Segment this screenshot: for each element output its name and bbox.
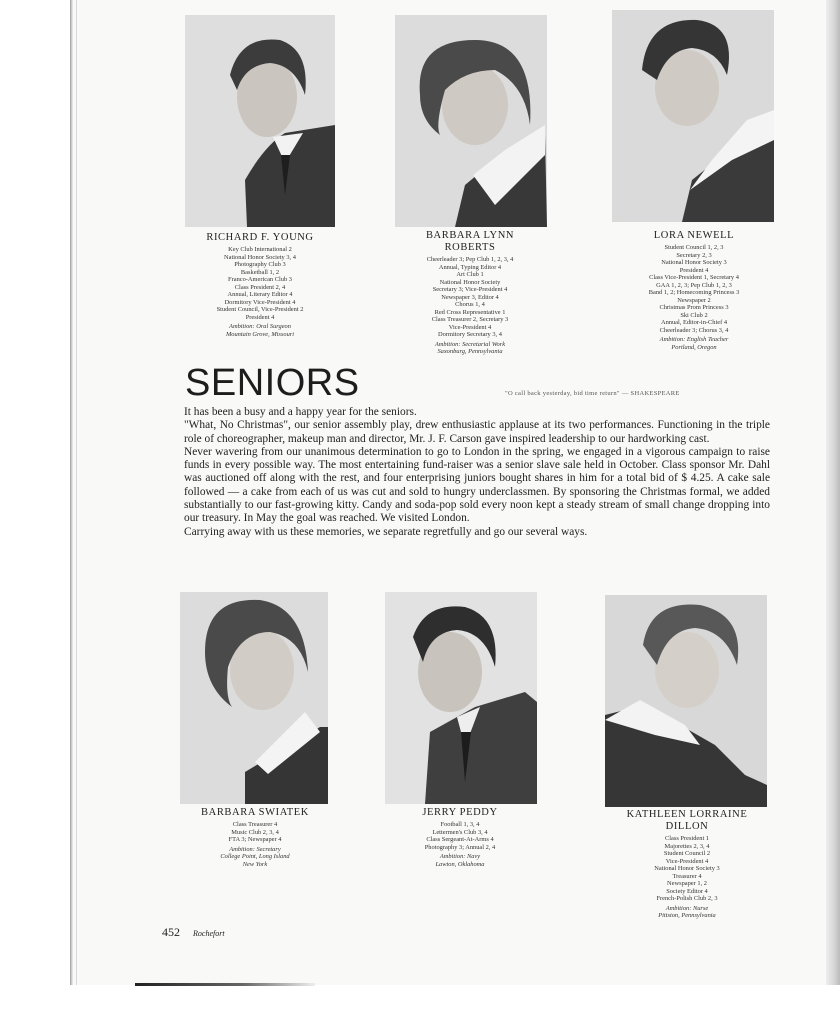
section-title: SENIORS (185, 362, 360, 404)
yearbook-name: Rochefort (193, 929, 225, 938)
activity: Class Sergeant-At-Arms 4 (426, 836, 494, 843)
ambition: Ambition: Secretary (229, 845, 281, 853)
activity: Class Treasurer 2, Secretary 3 (431, 316, 509, 323)
shakespeare-quote: "O call back yesterday, bid time return" — SHAKESPEARE (505, 390, 680, 397)
page-right-edge (826, 0, 840, 985)
activity: National Honor Society (439, 278, 501, 286)
activity: Ski Club 2 (680, 311, 708, 319)
page-folio (162, 925, 225, 940)
page-binding-line (76, 0, 77, 985)
activity: President 4 (679, 266, 709, 274)
page-number: 452 (162, 925, 180, 939)
activity: Dormitory Secretary 3, 4 (438, 331, 502, 338)
activity: Cheerleader 3; Pep Club 1, 2, 3, 4 (426, 256, 514, 263)
activity: Vice-President 4 (448, 323, 492, 331)
senior-name: RICHARD F. YOUNG (206, 232, 314, 243)
hometown: College Point, Long Island (220, 853, 290, 860)
portrait-barbara-roberts (395, 15, 547, 227)
ambition: Ambition: Secretarial Work (434, 340, 506, 348)
activity: Franco-American Club 3 (228, 276, 292, 283)
activity: Student Council 1, 2, 3 (664, 244, 724, 251)
activity: FTA 3; Newspaper 4 (228, 836, 282, 843)
senior-name: JERRY PEDDY (422, 807, 498, 818)
activity: Newspaper 3, Editor 4 (441, 293, 499, 301)
portrait-barbara-swiatek (180, 592, 328, 804)
body-paragraph: Never wavering from our unanimous determination to go to London in the spring, we engaged in a vigorous campaign to raise funds in every possible way. The most entertaining fund-raiser was a senior slave sale held in October. Class sponsor Mr. Dahl was auctioned off along with the rest, and four enterprising juniors bought shares in him for a total bid of $ 4.25. A cake sale followed — a cake from each of us was cut and sold to hungry underclassmen. By sponsoring the Christmas formal, we added substantially to our fast-growing kitty. Candy and soda-pop sold every noon kept a steady stream of small change dropping into our treasury. In May the goal was reached. We visited London. (184, 445, 770, 525)
activity: Key Club International 2 (228, 246, 292, 253)
activity: Secretary 2, 3 (676, 251, 712, 259)
body-text (184, 406, 770, 539)
hometown-state: New York (242, 860, 268, 868)
activity: National Honor Society 3 (661, 259, 727, 266)
activity: Christmas Prom Princess 3 (659, 304, 729, 311)
senior-name: LORA NEWELL (653, 230, 735, 241)
activity: Football 1, 3, 4 (440, 821, 480, 828)
activity: Class President 2, 4 (234, 283, 286, 291)
senior-name: BARBARA SWIATEK (201, 807, 309, 818)
activity: National Honor Society 3, 4 (224, 253, 296, 261)
senior-caption (603, 809, 771, 920)
body-paragraph: It has been a busy and a happy year for the seniors. (184, 406, 417, 418)
hometown: Portland, Oregon (671, 343, 717, 351)
hometown: Saxonburg, Pennsylvania (437, 348, 503, 355)
senior-name: BARBARA LYNN ROBERTS (425, 230, 515, 253)
activity: GAA 1, 2, 3; Pep Club 1, 2, 3 (656, 281, 732, 289)
activity: Vice-President 4 (665, 857, 709, 865)
body-paragraph: "What, No Christmas", our senior assembly play, drew enthusiastic applause at its two performances. Functioning in the triple role of choreographer, makeup man and director, Mr. J. F. Carson gave inspired leadership to our hardworking cast. (184, 419, 770, 445)
activity: Student Council 2 (663, 850, 711, 857)
activity: Class Vice-President 1, Secretary 4 (649, 274, 739, 281)
activity: Newspaper 1, 2 (667, 880, 707, 887)
activity: Annual, Literary Editor 4 (227, 291, 293, 298)
senior-caption (385, 807, 535, 868)
activity: Newspaper 2 (677, 296, 711, 304)
activity: Photography Club 3 (234, 261, 286, 268)
activity: Red Cross Representative 1 (434, 308, 506, 316)
activity: President 4 (245, 313, 275, 321)
activity: National Honor Society 3 (654, 865, 720, 872)
activity: French-Polish Club 2, 3 (656, 895, 718, 902)
portrait-kathleen-dillon (605, 595, 767, 807)
activity: Treasurer 4 (672, 872, 702, 880)
portrait-jerry-peddy (385, 592, 537, 804)
activity: Class President 1 (664, 835, 710, 842)
hometown: Lawton, Oklahoma (435, 860, 485, 868)
senior-caption (180, 807, 330, 868)
hometown: Mountain Grove, Missouri (225, 330, 295, 338)
activity: Lettermen's Club 3, 4 (432, 828, 488, 836)
portrait-richard-young (185, 15, 335, 227)
activity: Chorus 1, 4 (455, 301, 485, 308)
activity: Music Club 2, 3, 4 (231, 828, 279, 836)
ambition: Ambition: Oral Surgeon (229, 323, 291, 330)
senior-caption (610, 230, 778, 351)
activity: Basketball 1, 2 (240, 268, 280, 276)
activity: Student Council, Vice-President 2 (216, 306, 304, 313)
body-paragraph: Carrying away with us these memories, we separate regretfully and go our several ways. (184, 525, 588, 538)
activity: Dormitory Vice-President 4 (224, 298, 296, 306)
senior-caption (395, 230, 545, 356)
activity: Annual, Typing Editor 4 (438, 263, 502, 271)
page-binding-edge (70, 0, 73, 985)
activity: Photography 3; Annual 2, 4 (424, 843, 496, 851)
activity: Band 1, 2; Homecoming Princess 3 (648, 289, 740, 296)
ambition: Ambition: Navy (439, 853, 481, 860)
activity: Cheerleader 3; Chorus 3, 4 (659, 326, 729, 334)
ambition: Ambition: Nurse (665, 904, 709, 912)
ambition: Ambition: English Teacher (659, 336, 729, 343)
hometown: Pittston, Pennsylvania (658, 912, 716, 919)
activity: Secretary 3; Vice-President 4 (432, 286, 508, 293)
portrait-lora-newell (612, 10, 774, 222)
senior-name: KATHLEEN LORRAINE DILLON (626, 809, 748, 832)
activity: Class Treasurer 4 (232, 821, 278, 828)
activity: Annual, Editor-in-Chief 4 (660, 319, 728, 326)
senior-caption (185, 232, 335, 338)
activity: Society Editor 4 (666, 887, 708, 895)
activity: Art Club 1 (456, 271, 484, 278)
bottom-rule (135, 983, 315, 986)
activity: Majorettes 2, 3, 4 (664, 842, 710, 850)
